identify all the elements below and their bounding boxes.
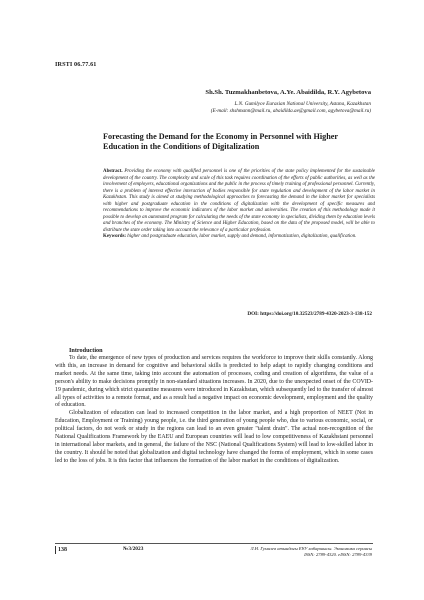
affiliation-institution: L.N. Gumilyov Eurasian National University, Astana, Kazakhstan [234,101,371,107]
body-paragraph: Globalization of education can lead to increased competition in the labor market, and a high proportion of NEET (Not in Education, Employment or Training) young people, i.e. the third generation of young people who, due to various economic, social, or political factors, do not work or study in the regions can lead to an even greater "talent drain". The actual non-recognition of the National Qualifications Framework by the EAEU and European countries will lead to low competitiveness of Kazakhstani personnel in international labor markets, and in general, the failure of the NSC (National Qualifications System) will lead to low-skilled labor in the country. It should be noted that globalization and digital technology have changed the forms of employment, which in some cases led to the loss of jobs. It is this factor that influences the formation of the labor market in the conditions of digitalization. [55,410,373,464]
affiliation-block [211,101,371,114]
issue-number: №3/2023 [123,546,144,552]
abstract-paragraph [103,169,375,234]
page-number: 138 [55,546,69,554]
irsti-code: IRSTI 06.77.61 [55,61,97,68]
abstract-label: Abstract. [103,169,123,174]
journal-issn: ISSN: 2789-4320. eISSN: 2789-4339 [304,552,372,557]
introduction-heading: Introduction [69,347,103,354]
journal-info [250,546,372,558]
body-text [55,355,373,466]
body-paragraph: To date, the emergence of new types of production and services requires the workforce to improve their skills constantly. Along with this, an increase in demand for cognitive and behavioral skills is predicted to help adapt to rapidly changing conditions and market needs. At the same time, taking into account the automation of processes, coding and creation of algorithms, the value of a person's ability to make decisions promptly in non-standard situations increases. In 2020, due to the unexpected onset of the COVID-19 pandemic, during which strict quarantine measures were introduced in Kazakhstan, which subsequently led to the transfer of almost all types of activities to a remote format, and as a result had a negative impact on economic development, employment and the quality of education. [55,355,373,409]
keywords-text: higher and postgraduate education, labor market, supply and demand, informatization, digitalization, qualification. [126,234,357,240]
abstract-block [103,169,375,241]
abstract-text: Providing the economy with qualified personnel is one of the priorities of the state policy implemented for the sustainable development of the country. The complexity and scale of this task requires coordination of the efforts of public authorities, as well as the involvement of employers, educational organizations and the public in the process of timely training of professional personnel. Currently, there is a problem of interest effective interaction of bodies responsible for state regulation and development of the labor market in Kazakhstan. This study is aimed at studying methodological approaches to forecasting the demand in the labor market for specialists with higher and postgraduate education in the conditions of digitalization with the development of specific measures and recommendations to improve the economic indicators of the labor market and universities. The creation of this methodology made it possible to develop an automated program for calculating the needs of the state economy in specialists, dividing them by education levels and branches of the economy. The Ministry of Science and Higher Education, based on the data of the proposed model, will be able to distribute the state order taking into account the relevance of a particular profession. [103,169,375,233]
journal-name: Л.Н. Гумилев атындағы ЕҰУ хабаршысы. Экономика сериясы [250,546,372,551]
keywords-label: Keywords: [103,234,127,240]
doi-link[interactable]: DOI: https://doi.org/10.32523/2789-4320-2023-3-138-152 [247,311,372,317]
affiliation-emails: (E-mail: shshmann@mail.ru, abaidilda.ae@gmail.com, agybetova@mail.ru) [210,107,371,114]
keywords-paragraph [103,234,375,241]
authors-line: Sh.Sh. Tuzmakhanbetova, A.Ye. Abaidilda, R.Y. Agybetova [205,89,371,96]
article-title: Forecasting the Demand for the Economy in Personnel with Higher Education in the Conditions of Digitalization [103,132,338,151]
footer-divider [55,543,373,544]
